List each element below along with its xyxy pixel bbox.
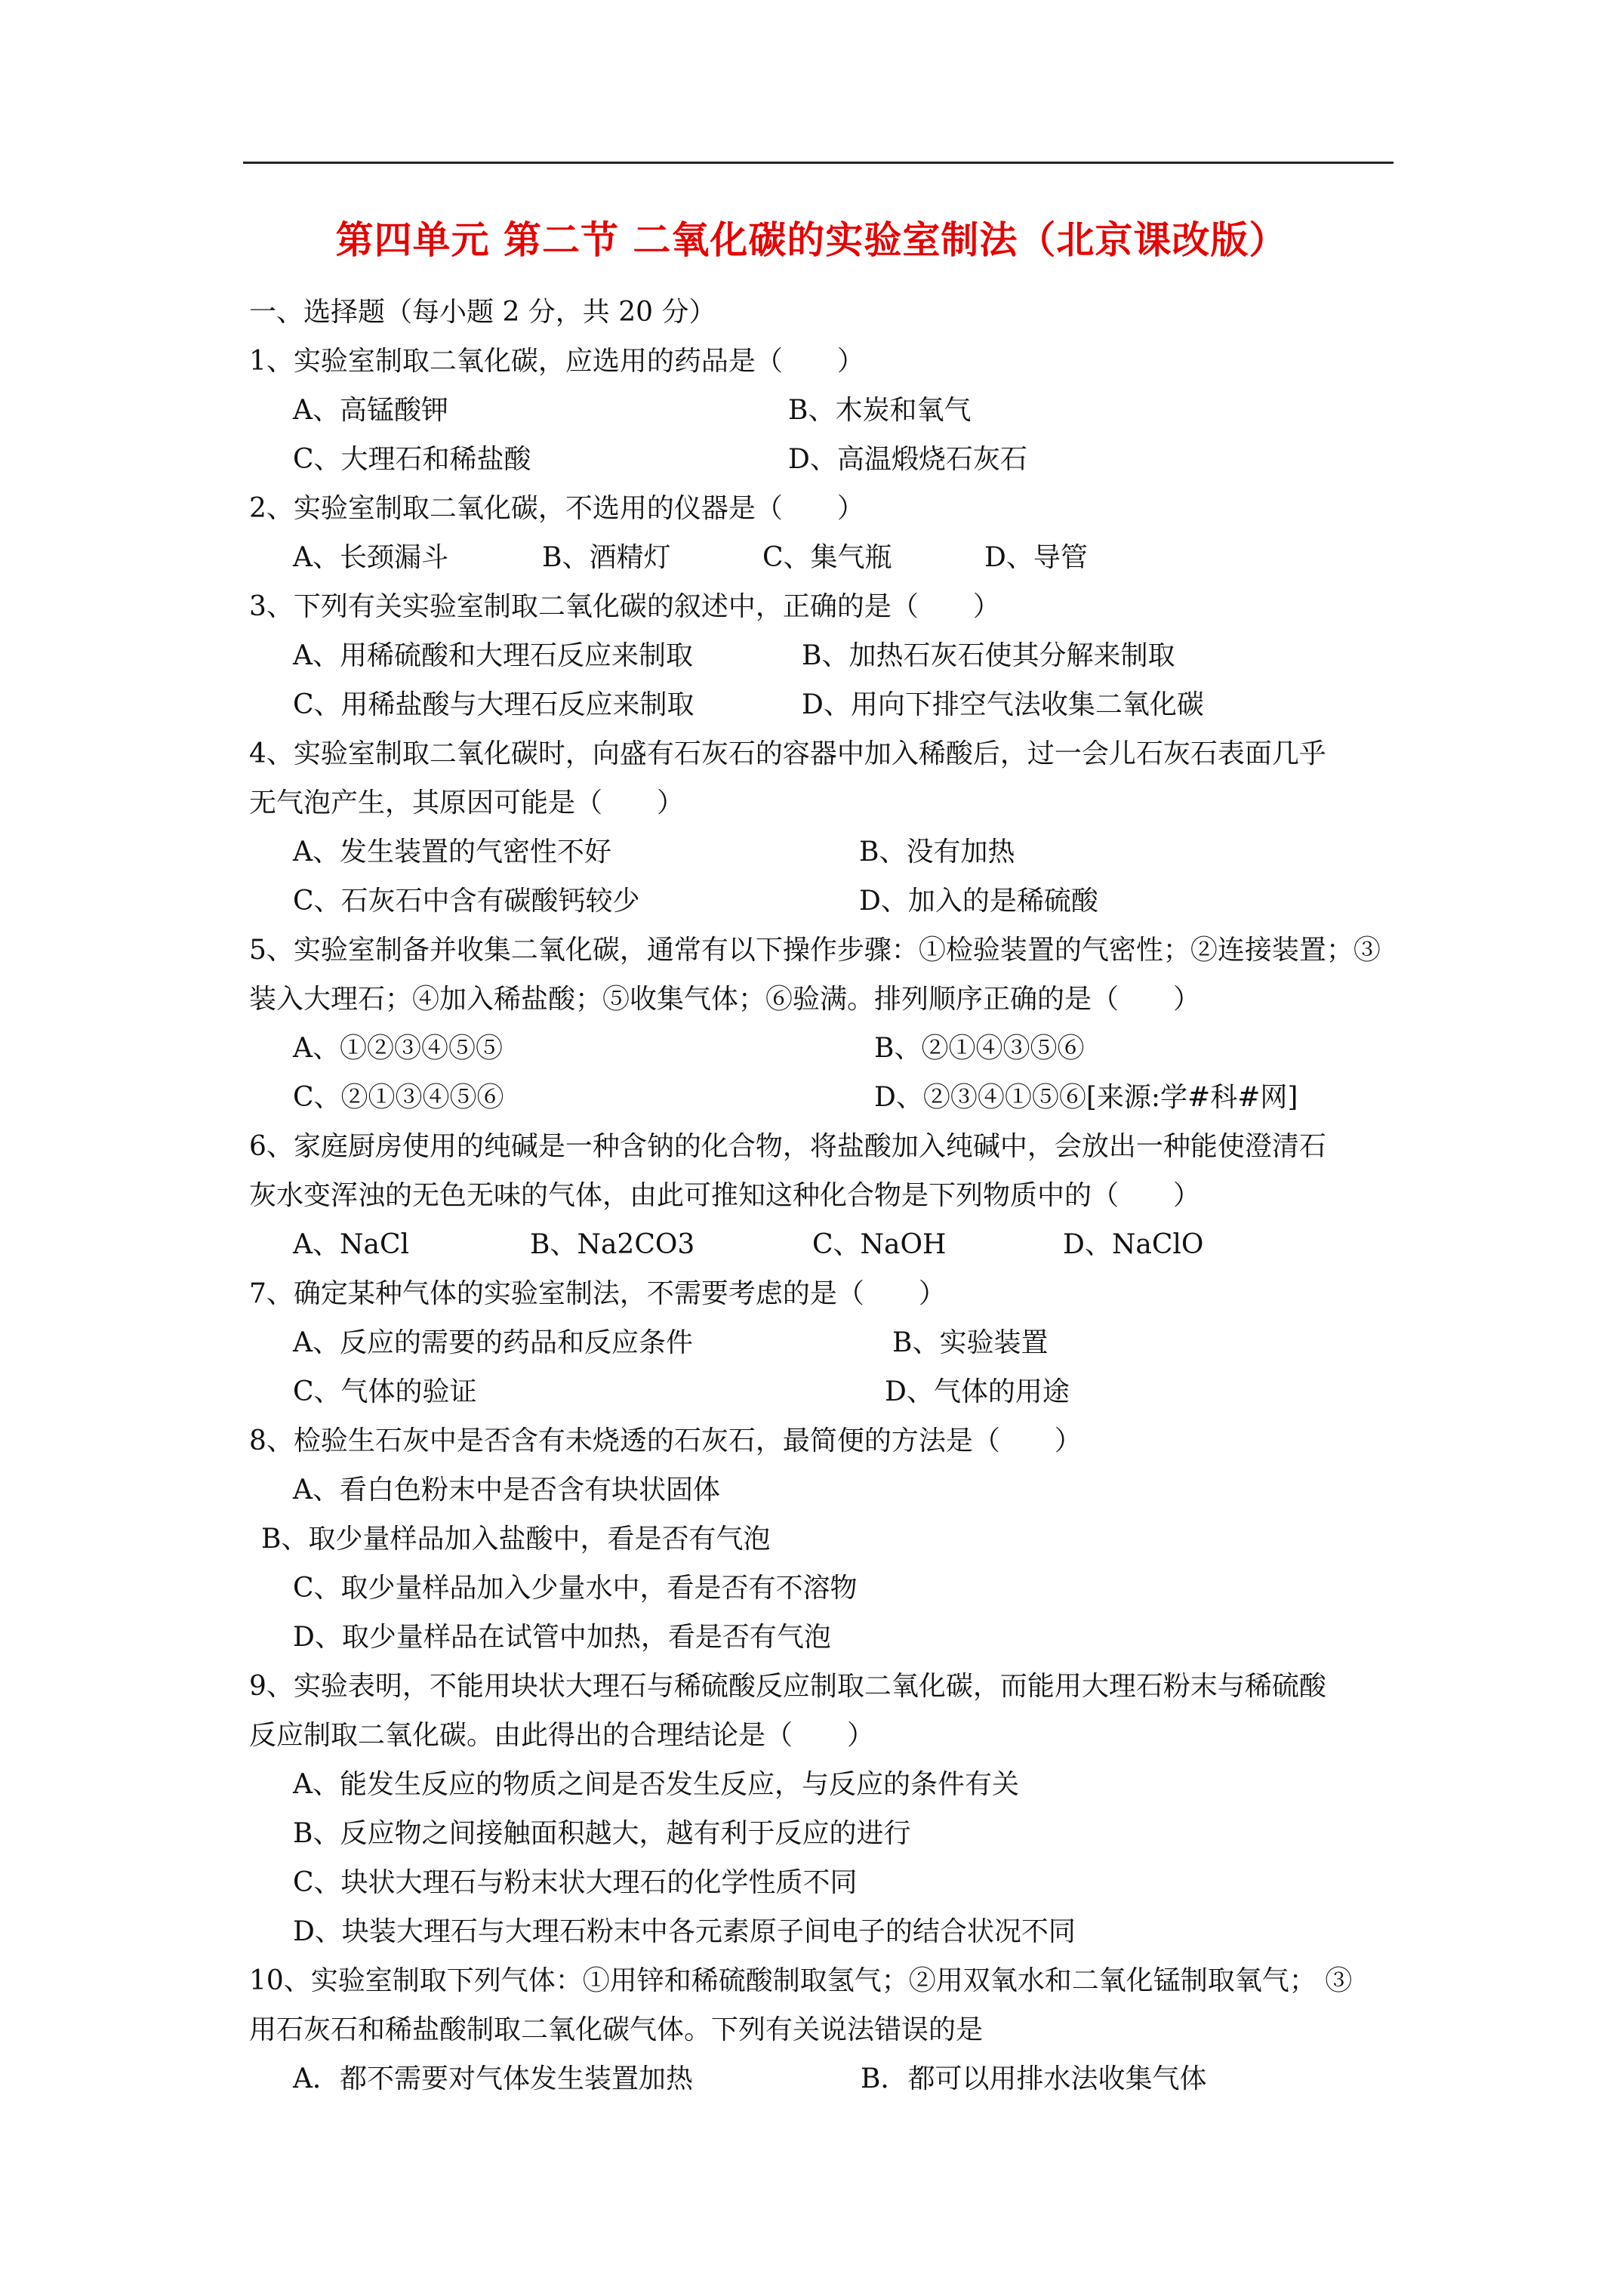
question-9-stem-line-1: 9、实验表明，不能用块状大理石与稀硫酸反应制取二氧化碳，而能用大理石粉末与稀硫酸 [249, 1671, 1326, 1702]
question-4-option-d: D、加入的是稀硫酸 [859, 886, 1098, 917]
question-2-option-b: B、酒精灯 [542, 542, 671, 573]
question-4-option-a: A、发生装置的气密性不好 [293, 837, 611, 868]
question-9-option-c: C、块状大理石与粉末状大理石的化学性质不同 [293, 1867, 858, 1898]
question-6-stem-line-2: 灰水变浑浊的无色无味的气体，由此可推知这种化合物是下列物质中的（ ） [249, 1180, 1201, 1211]
question-3-stem: 3、下列有关实验室制取二氧化碳的叙述中，正确的是（ ） [249, 591, 1000, 622]
question-6-option-b: B、Na2CO3 [530, 1229, 695, 1260]
question-2-option-c: C、集气瓶 [762, 542, 892, 573]
question-5-stem-line-1: 5、实验室制备并收集二氧化碳，通常有以下操作步骤：①检验装置的气密性；②连接装置；③ [249, 935, 1381, 966]
question-10-option-b: B．都可以用排水法收集气体 [861, 2063, 1207, 2094]
question-4-stem-line-2: 无气泡产生，其原因可能是（ ） [249, 787, 685, 818]
question-1-option-d: D、高温煅烧石灰石 [788, 444, 1027, 475]
question-9-option-d: D、块装大理石与大理石粉末中各元素原子间电子的结合状况不同 [293, 1916, 1076, 1947]
question-3-option-c: C、用稀盐酸与大理石反应来制取 [293, 689, 694, 720]
question-2-stem: 2、实验室制取二氧化碳，不选用的仪器是（ ） [249, 493, 864, 524]
question-4-option-b: B、没有加热 [859, 837, 1015, 868]
question-2-option-a: A、长颈漏斗 [293, 542, 448, 573]
question-8-option-c: C、取少量样品加入少量水中，看是否有不溶物 [293, 1573, 858, 1604]
page-title: 第四单元 第二节 二氧化碳的实验室制法（北京课改版） [335, 218, 1288, 262]
question-9-stem-line-2: 反应制取二氧化碳。由此得出的合理结论是（ ） [249, 1720, 875, 1751]
question-4-option-c: C、石灰石中含有碳酸钙较少 [293, 886, 640, 917]
question-3-option-b: B、加热石灰石使其分解来制取 [802, 640, 1175, 671]
question-8-option-d: D、取少量样品在试管中加热，看是否有气泡 [293, 1622, 831, 1653]
section-heading: 一、选择题（每小题 2 分，共 20 分） [249, 297, 716, 328]
question-7-stem: 7、确定某种气体的实验室制法，不需要考虑的是（ ） [249, 1278, 946, 1309]
question-9-option-a: A、能发生反应的物质之间是否发生反应，与反应的条件有关 [293, 1769, 1019, 1800]
question-1-option-a: A、高锰酸钾 [293, 395, 448, 426]
question-8-option-a: A、看白色粉末中是否含有块状固体 [293, 1475, 720, 1505]
question-9-option-b: B、反应物之间接触面积越大，越有利于反应的进行 [293, 1818, 911, 1849]
question-2-option-d: D、导管 [984, 542, 1088, 573]
question-5-option-d: D、②③④①⑤⑥[来源:学#科#网] [874, 1082, 1298, 1113]
question-8-stem: 8、检验生石灰中是否含有未烧透的石灰石，最简便的方法是（ ） [249, 1425, 1082, 1456]
question-5-option-a: A、①②③④⑤⑤ [293, 1033, 503, 1064]
question-7-option-d: D、气体的用途 [885, 1376, 1070, 1407]
question-8-option-b: B、取少量样品加入盐酸中，看是否有气泡 [261, 1524, 771, 1555]
question-6-option-d: D、NaClO [1063, 1229, 1204, 1260]
top-rule [243, 162, 1394, 164]
question-10-stem-line-2: 用石灰石和稀盐酸制取二氧化碳气体。下列有关说法错误的是 [249, 2014, 984, 2045]
question-7-option-b: B、实验装置 [892, 1327, 1049, 1358]
question-6-option-a: A、NaCl [293, 1229, 410, 1260]
question-7-option-c: C、气体的验证 [293, 1376, 477, 1407]
question-6-option-c: C、NaOH [812, 1229, 947, 1260]
question-10-option-a: A．都不需要对气体发生装置加热 [293, 2063, 693, 2094]
question-6-stem-line-1: 6、家庭厨房使用的纯碱是一种含钠的化合物，将盐酸加入纯碱中，会放出一种能使澄清石 [249, 1131, 1326, 1162]
question-4-stem-line-1: 4、实验室制取二氧化碳时，向盛有石灰石的容器中加入稀酸后，过一会儿石灰石表面几乎 [249, 738, 1326, 769]
question-5-stem-line-2: 装入大理石；④加入稀盐酸；⑤收集气体；⑥验满。排列顺序正确的是（ ） [249, 984, 1201, 1015]
question-1-stem: 1、实验室制取二氧化碳，应选用的药品是（ ） [249, 346, 864, 377]
question-1-option-b: B、木炭和氧气 [788, 395, 972, 426]
question-3-option-a: A、用稀硫酸和大理石反应来制取 [293, 640, 693, 671]
question-3-option-d: D、用向下排空气法收集二氧化碳 [802, 689, 1204, 720]
question-10-stem-line-1: 10、实验室制取下列气体：①用锌和稀硫酸制取氢气；②用双氧水和二氧化锰制取氧气； ③ [249, 1965, 1353, 1996]
question-1-option-c: C、大理石和稀盐酸 [293, 444, 531, 475]
question-5-option-c: C、②①③④⑤⑥ [293, 1082, 504, 1113]
question-7-option-a: A、反应的需要的药品和反应条件 [293, 1327, 693, 1358]
question-5-option-b: B、②①④③⑤⑥ [874, 1033, 1085, 1064]
